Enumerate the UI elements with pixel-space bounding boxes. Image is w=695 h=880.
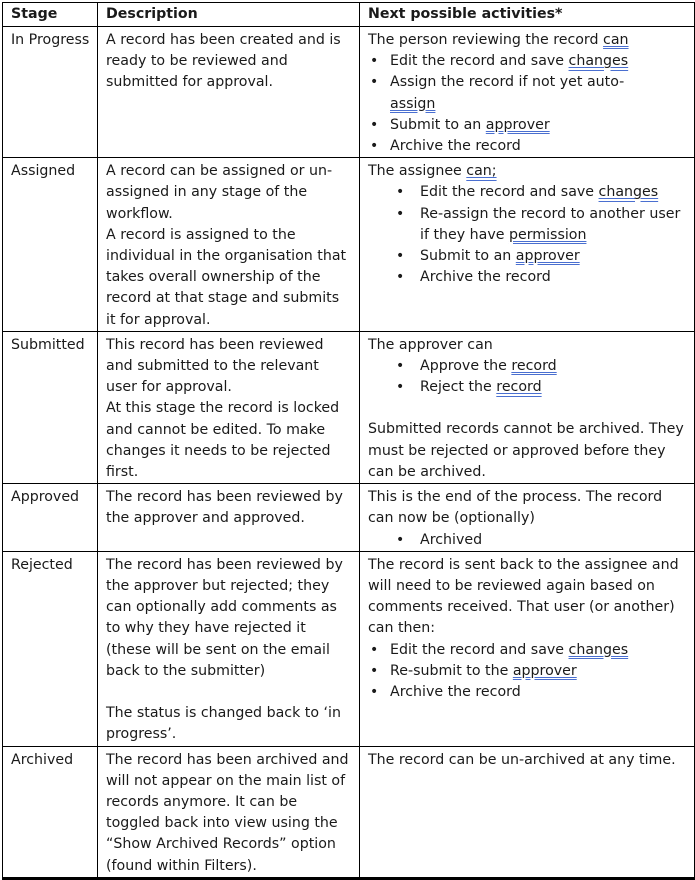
list-item: • Submit to an approver	[368, 115, 688, 136]
header-description: Description	[98, 3, 360, 27]
description-paragraph: The record has been reviewed by the approver and approved.	[106, 489, 343, 527]
activities-cell	[360, 484, 695, 552]
spellcheck-mark: changes	[598, 184, 659, 201]
list-item: • Re-assign the record to another user if they have permission	[368, 204, 688, 246]
spellcheck-mark: record	[511, 358, 557, 375]
list-item: • Edit the record and save changes	[368, 51, 688, 72]
spellcheck-mark: permission	[508, 226, 587, 243]
description-paragraph: A record can be assigned or un-assigned in any stage of the workflow.	[106, 163, 333, 222]
header-activities: Next possible activities*	[360, 3, 695, 27]
description-cell	[98, 331, 360, 483]
list-item: • Archive the record	[368, 267, 688, 288]
activities-list	[368, 356, 688, 398]
spellcheck-mark: approver	[515, 248, 580, 265]
list-item: • Archive the record	[368, 136, 688, 157]
activities-intro: The approver can	[368, 336, 493, 353]
stage-cell: Approved	[3, 484, 98, 552]
table-row	[3, 551, 695, 746]
activities-intro: The record can be un-archived at any time.	[368, 751, 676, 768]
activities-cell	[360, 551, 695, 746]
activities-intro: The record is sent back to the assignee and will need to be reviewed again based on comments received. That user (or another) can then:	[368, 556, 679, 637]
stage-cell: Submitted	[3, 331, 98, 483]
description-paragraph: A record is assigned to the individual in the organisation that takes overall ownership of the record at that stage and submits it for approval.	[106, 226, 347, 328]
spellcheck-mark: can	[603, 32, 629, 48]
stage-cell: Rejected	[3, 551, 98, 746]
spellcheck-mark: changes	[568, 53, 629, 70]
stage-cell: In Progress	[3, 27, 98, 158]
list-item: • Submit to an approver	[368, 246, 688, 267]
spellcheck-mark: changes	[568, 641, 629, 658]
activities-intro: The assignee can;	[368, 163, 497, 180]
description-paragraph: At this stage the record is locked and cannot be edited. To make changes it needs to be rejected first.	[106, 400, 340, 481]
description-paragraph: The status is changed back to ‘in progress’.	[106, 705, 341, 743]
activities-list	[368, 530, 688, 551]
description-cell	[98, 484, 360, 552]
activities-list	[368, 182, 688, 288]
activities-list	[368, 51, 688, 157]
description-paragraph: The record has been reviewed by the approver but rejected; they can optionally add comments as to why they have rejected it (these will be sent on the email back to the submitter)	[106, 556, 343, 679]
description-paragraph: The record has been archived and will not appear on the main list of records anymore. It can be toggled back into view using the “Show Archived Records” option (found within Filters).	[106, 751, 349, 874]
list-item: • Re-submit to the approver	[368, 661, 688, 682]
table-row	[3, 331, 695, 483]
activities-cell	[360, 746, 695, 878]
spellcheck-mark: approver	[512, 662, 577, 679]
table-row	[3, 484, 695, 552]
description-cell	[98, 746, 360, 878]
list-item: • Edit the record and save changes	[368, 182, 688, 203]
activities-list	[368, 640, 688, 704]
description-cell	[98, 158, 360, 332]
activities-intro: This is the end of the process. The record can now be (optionally)	[368, 489, 663, 527]
spellcheck-mark: assign	[390, 95, 436, 112]
activities-cell	[360, 331, 695, 483]
stage-cell: Assigned	[3, 158, 98, 332]
table-row	[3, 746, 695, 878]
description-cell	[98, 27, 360, 158]
list-item: • Archive the record	[368, 682, 688, 703]
list-item: • Assign the record if not yet auto- assign	[368, 72, 688, 114]
spellcheck-mark: record	[496, 379, 542, 396]
list-item: • Approve the record	[368, 356, 688, 377]
activities-note: Submitted records cannot be archived. They must be rejected or approved before they can be archived.	[368, 421, 684, 480]
activities-cell	[360, 158, 695, 332]
list-item: • Edit the record and save changes	[368, 640, 688, 661]
activities-cell	[360, 27, 695, 158]
description-cell	[98, 551, 360, 746]
description-paragraph: A record has been created and is ready to be reviewed and submitted for approval.	[106, 32, 341, 91]
stage-cell: Archived	[3, 746, 98, 878]
list-item: • Reject the record	[368, 377, 688, 398]
table-row	[3, 158, 695, 332]
spellcheck-mark: can;	[466, 163, 497, 180]
table-row	[3, 27, 695, 158]
activities-intro: The person reviewing the record can	[368, 32, 629, 48]
header-row	[3, 3, 695, 27]
workflow-stages-table	[2, 2, 695, 880]
list-item: • Archived	[368, 530, 688, 551]
spellcheck-mark: approver	[485, 116, 550, 133]
header-stage: Stage	[3, 3, 98, 27]
description-paragraph: This record has been reviewed and submitted to the relevant user for approval.	[106, 336, 324, 396]
